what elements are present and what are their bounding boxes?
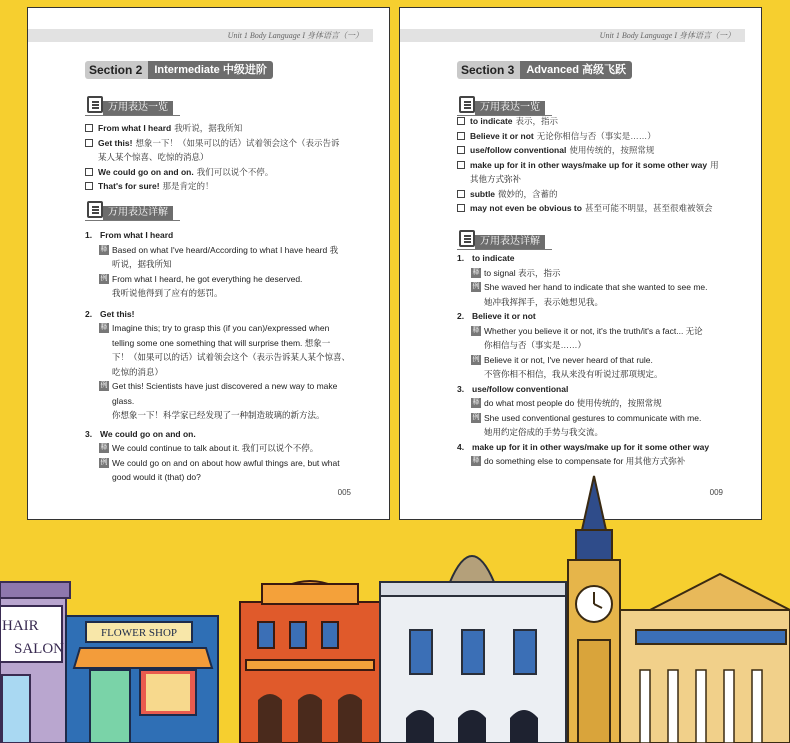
list-item: That's for sure! 那是肯定的！ (85, 179, 369, 194)
section-number: Section 2 (85, 61, 148, 79)
list-item: may not even be obvious to 甚至可能不明显，甚至很难被领会 (457, 201, 741, 216)
page-number: 005 (337, 488, 351, 497)
hair-salon-sign-line2: SALON (14, 641, 65, 657)
hair-salon-building (0, 582, 70, 743)
theater-building (240, 581, 380, 743)
checkbox-icon (85, 168, 93, 176)
section-number: Section 3 (457, 61, 520, 79)
checkbox-icon (85, 124, 93, 132)
checkbox-icon (457, 146, 465, 154)
entry-heading: 4. make up for it in other ways/make up for it some other way (457, 441, 710, 452)
explain-tag: 释 (472, 457, 480, 464)
page-number: 009 (709, 488, 723, 497)
flower-shop-sign: FLOWER SHOP (100, 627, 178, 639)
book-icon (85, 94, 105, 116)
section-badge (457, 61, 632, 79)
list-item: use/follow conventional 使用传统的，按照常规 (457, 143, 741, 158)
list-item: We could go on and on. 我们可以说个不停。 (85, 165, 369, 180)
explain-tag: 释 (100, 324, 108, 331)
example-tag: 例 (472, 283, 480, 290)
checkbox-icon (457, 190, 465, 198)
checkbox-icon (85, 182, 93, 190)
detail-heading (85, 199, 173, 221)
left-book-page (27, 7, 390, 520)
list-item: From what I heard 我听说，据我所知 (85, 121, 369, 136)
clock-tower (568, 476, 620, 743)
overview-heading (85, 94, 173, 116)
list-item: make up for it in other ways/make up for it some other way 用 (457, 158, 741, 173)
explain-tag: 释 (100, 245, 108, 253)
section-badge (85, 61, 273, 79)
explain-tag: 释 (472, 399, 480, 406)
example-tag: 例 (100, 458, 108, 466)
overview-list: From what I heard 我听说，据我所知 Get this! 想象一下！（如果可以的话）试着领会这个（表示告诉 某人某个惊喜、吃惊的消息） We could go on and on. 我们可以说个不停。 That's for sure! 那是肯定的！ (85, 121, 369, 194)
list-item: subtle 微妙的，含蓄的 (457, 187, 741, 202)
running-head: Unit 1 Body Language I 身体语言（一） (400, 29, 745, 42)
entry-heading: 2. Get this! (85, 308, 135, 319)
list-item: to indicate 表示，指示 (457, 114, 741, 129)
book-icon (457, 94, 477, 116)
section-name: Intermediate 中级进阶 (148, 61, 272, 79)
notebook-icon (85, 199, 105, 221)
museum-building (380, 556, 566, 743)
example-tag: 例 (472, 413, 480, 421)
detail-list: 1. From what I heard 释 Based on what I've heard/According to what I have heard 我 听说，据我所知 例 From what I heard, he got everything he deserved. 我听说他得到了应有的惩罚。 2. Get this! 释 Imagine this; try to grasp this (if you can)/expressed when telling some one something that will surprise them. 想象一 下！（如果可以的话）试着领会这个（表示告诉某人某个惊喜、 吃惊的消息） 例 Get this! Scientists have just discovered a new way to make glass. 你想象一下！科学家已经发现了一种制造玻璃的新方法。 3. We could go on and on. 释 We could continue to talk about it. 我们可以说个不停。 例 We could go on and on about how awful things are, but what good would it (that) do? (85, 228, 369, 485)
entry-heading: 1. From what I heard (85, 230, 174, 240)
entry-heading: 2. Believe it or not (457, 311, 536, 321)
right-book-page (399, 7, 762, 520)
entry-heading: 3. use/follow conventional (457, 383, 569, 394)
list-item: Get this! 想象一下！（如果可以的话）试着领会这个（表示告诉 (85, 136, 369, 151)
overview-label: 万用表达一览 (103, 101, 173, 115)
running-head: Unit 1 Body Language I 身体语言（一） (28, 29, 373, 42)
checkbox-icon (85, 139, 93, 147)
list-item: Believe it or not 无论你相信与否（事实是……） (457, 129, 741, 144)
example-tag: 例 (100, 274, 108, 282)
detail-heading (457, 228, 545, 250)
overview-heading (457, 94, 545, 116)
detail-list: 1. to indicate 释 to signal 表示，指示 例 She waved her hand to indicate that she wanted to see me. 她冲我挥挥手，表示她想见我。 2. Believe it or not 释 Whether you believe it or not, it's the truth/it's a fact... 无论 你相信与否（事实是……） 例 Believe it or not, I've never heard of that rule. 不管你相不相信，我从来没有听说过那项规定。 3. use/follow conventional 释 do what most people do 使用传统的，按照常规 例 She used conventional gestures to communicate with me. 她用约定俗成的手势与我交流。 4. make up for it in other ways/make up for it some other way 释 do something else to compensate for 用其他方式弥补 (457, 251, 741, 469)
city-skyline-illustration (0, 470, 790, 743)
hair-salon-sign-line1: HAIR (2, 618, 39, 634)
flower-shop-building (66, 616, 218, 743)
example-tag: 例 (100, 382, 108, 389)
palace-building (620, 574, 790, 743)
overview-list: to indicate 表示，指示 Believe it or not 无论你相信与否（事实是……） use/follow conventional 使用传统的，按照常规 make up for it in other ways/make up for it some other way 用 其他方式弥补 subtle 微妙的，含蓄的 may not even be obvious to 甚至可能不明显，甚至很难被领会 (457, 114, 741, 216)
example-tag: 例 (472, 355, 480, 363)
detail-label: 万用表达详解 (103, 206, 173, 220)
overview-label: 万用表达一览 (475, 101, 545, 115)
entry-heading: 1. to indicate (457, 253, 515, 263)
entry-heading: 3. We could go on and on. (85, 428, 196, 439)
notebook-icon (457, 228, 477, 250)
checkbox-icon (457, 117, 465, 125)
checkbox-icon (457, 204, 465, 212)
checkbox-icon (457, 161, 465, 169)
explain-tag: 释 (100, 444, 108, 451)
checkbox-icon (457, 132, 465, 140)
explain-tag: 释 (472, 268, 480, 276)
section-name: Advanced 高级飞跃 (520, 61, 632, 79)
detail-label: 万用表达详解 (475, 235, 545, 249)
explain-tag: 释 (472, 326, 480, 334)
